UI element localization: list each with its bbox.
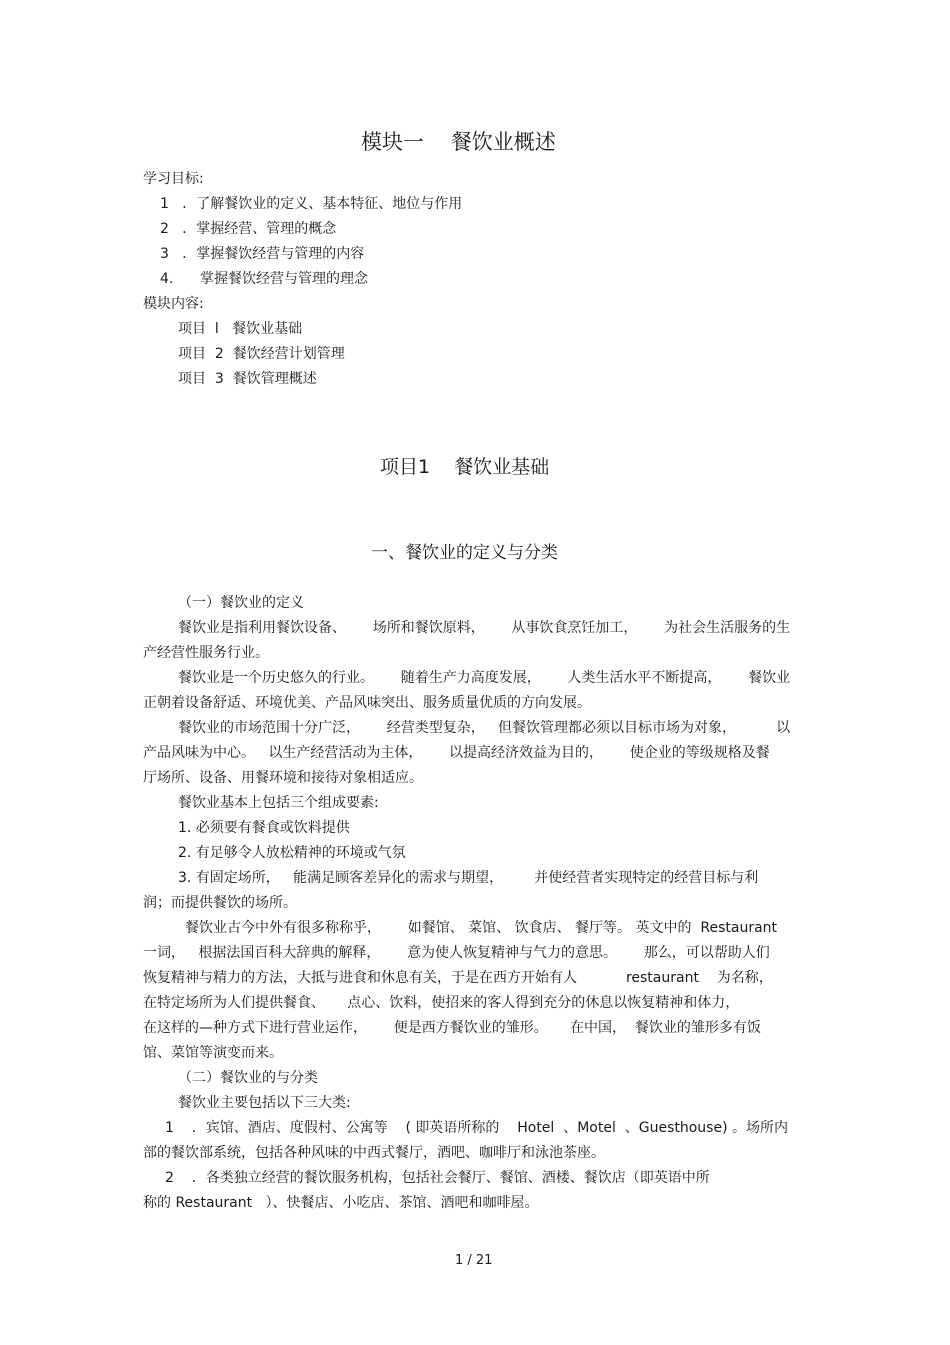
list-item: 1. 必须要有餐食或饮料提供: [178, 820, 350, 836]
paragraph-line: 餐饮业古今中外有很多称称乎， 如餐馆、 菜馆、 饮食店、 餐厅等。 英文中的 Restaurant: [185, 920, 778, 936]
paragraph-line: 在这样的—种方式下进行营业运作， 便是西方餐饮业的雏形。 在中国， 餐饮业的雏形多有饭: [143, 1020, 761, 1036]
paragraph-line: 餐饮业是指利用餐饮设备、 场所和餐饮原料， 从事饮食烹饪加工， 为社会生活服务的生: [178, 620, 791, 636]
paragraph-line: 餐饮业主要包括以下三大类:: [178, 1095, 351, 1111]
list-item: 3. 有固定场所， 能满足顾客差异化的需求与期望， 并使经营者实现特定的经营目标与利: [178, 870, 759, 886]
project-item: 项目 l 餐饮业基础: [178, 321, 303, 337]
objective-item: 4. 掌握餐饮经营与管理的理念: [160, 271, 369, 287]
paragraph-line: 部的餐饮部系统，包括各种风味的中西式餐厅，酒吧、咖啡厅和泳池茶座。: [143, 1145, 605, 1161]
paragraph-line: 一词， 根据法国百科大辞典的解释， 意为使人恢复精神与气力的意思。 那么，可以帮助人们: [143, 945, 770, 961]
paragraph-line: 产经营性服务行业。: [143, 645, 269, 661]
list-item: 2. 有足够令人放松精神的环境或气氛: [178, 845, 406, 861]
objective-item: 3 ．掌握餐饮经营与管理的内容: [160, 246, 365, 262]
section-title: 一、餐饮业的定义与分类: [371, 543, 558, 563]
project-item: 项目 2 餐饮经营计划管理: [178, 346, 345, 362]
objective-item: 1 ．了解餐饮业的定义、基本特征、地位与作用: [160, 196, 463, 212]
objective-item: 2 ．掌握经营、管理的概念: [160, 221, 337, 237]
paragraph-line: 餐饮业是一个历史悠久的行业。 随着生产力高度发展， 人类生活水平不断提高， 餐饮业: [178, 670, 791, 686]
objectives-label: 学习目标:: [143, 171, 204, 187]
paragraph-line: 恢复精神与精力的方法，大抵与进食和休息有关，于是在西方开始有人 restaurant 为名称，: [143, 970, 773, 986]
paragraph-line: 正朝着设备舒适、环境优美、产品风味突出、服务质量优质的方向发展。: [143, 695, 591, 711]
module-title: 模块一 餐饮业概述: [361, 130, 556, 154]
subheading: （二）餐饮业的与分类: [178, 1070, 318, 1086]
paragraph-line: 厅场所、设备、用餐环境和接待对象相适应。: [143, 770, 423, 786]
paragraph-line: 润；而提供餐饮的场所。: [143, 895, 297, 911]
project-title: 项目1 餐饮业基础: [380, 456, 550, 478]
paragraph-line: 馆、菜馆等演变而来。: [143, 1045, 283, 1061]
page-number: 1 / 21: [455, 1253, 493, 1268]
content-label: 模块内容:: [143, 296, 204, 312]
list-item: 2 ．各类独立经营的餐饮服务机构，包括社会餐厅、餐馆、酒楼、餐饮店（即英语中所: [165, 1170, 710, 1186]
project-item: 项目 3 餐饮管理概述: [178, 371, 317, 387]
paragraph-line: 产品风味为中心。 以生产经营活动为主体， 以提高经济效益为目的， 使企业的等级规格及餐: [143, 745, 770, 761]
paragraph-line: 在特定场所为人们提供餐食、 点心、饮料，使招来的客人得到充分的休息以恢复精神和体力，: [143, 995, 740, 1011]
paragraph-line: 称的 Restaurant ）、快餐店、小吃店、茶馆、酒吧和咖啡屋。: [143, 1195, 539, 1211]
list-item: 1 ．宾馆、酒店、度假村、公寓等 ( 即英语所称的 Hotel 、Motel 、Guesthouse) 。场所内: [165, 1120, 788, 1136]
paragraph-line: 餐饮业的市场范围十分广泛， 经营类型复杂， 但餐饮管理都必须以目标市场为对象， 以: [178, 720, 791, 736]
subheading: （一）餐饮业的定义: [178, 595, 304, 611]
paragraph-line: 餐饮业基本上包括三个组成要素:: [178, 795, 379, 811]
